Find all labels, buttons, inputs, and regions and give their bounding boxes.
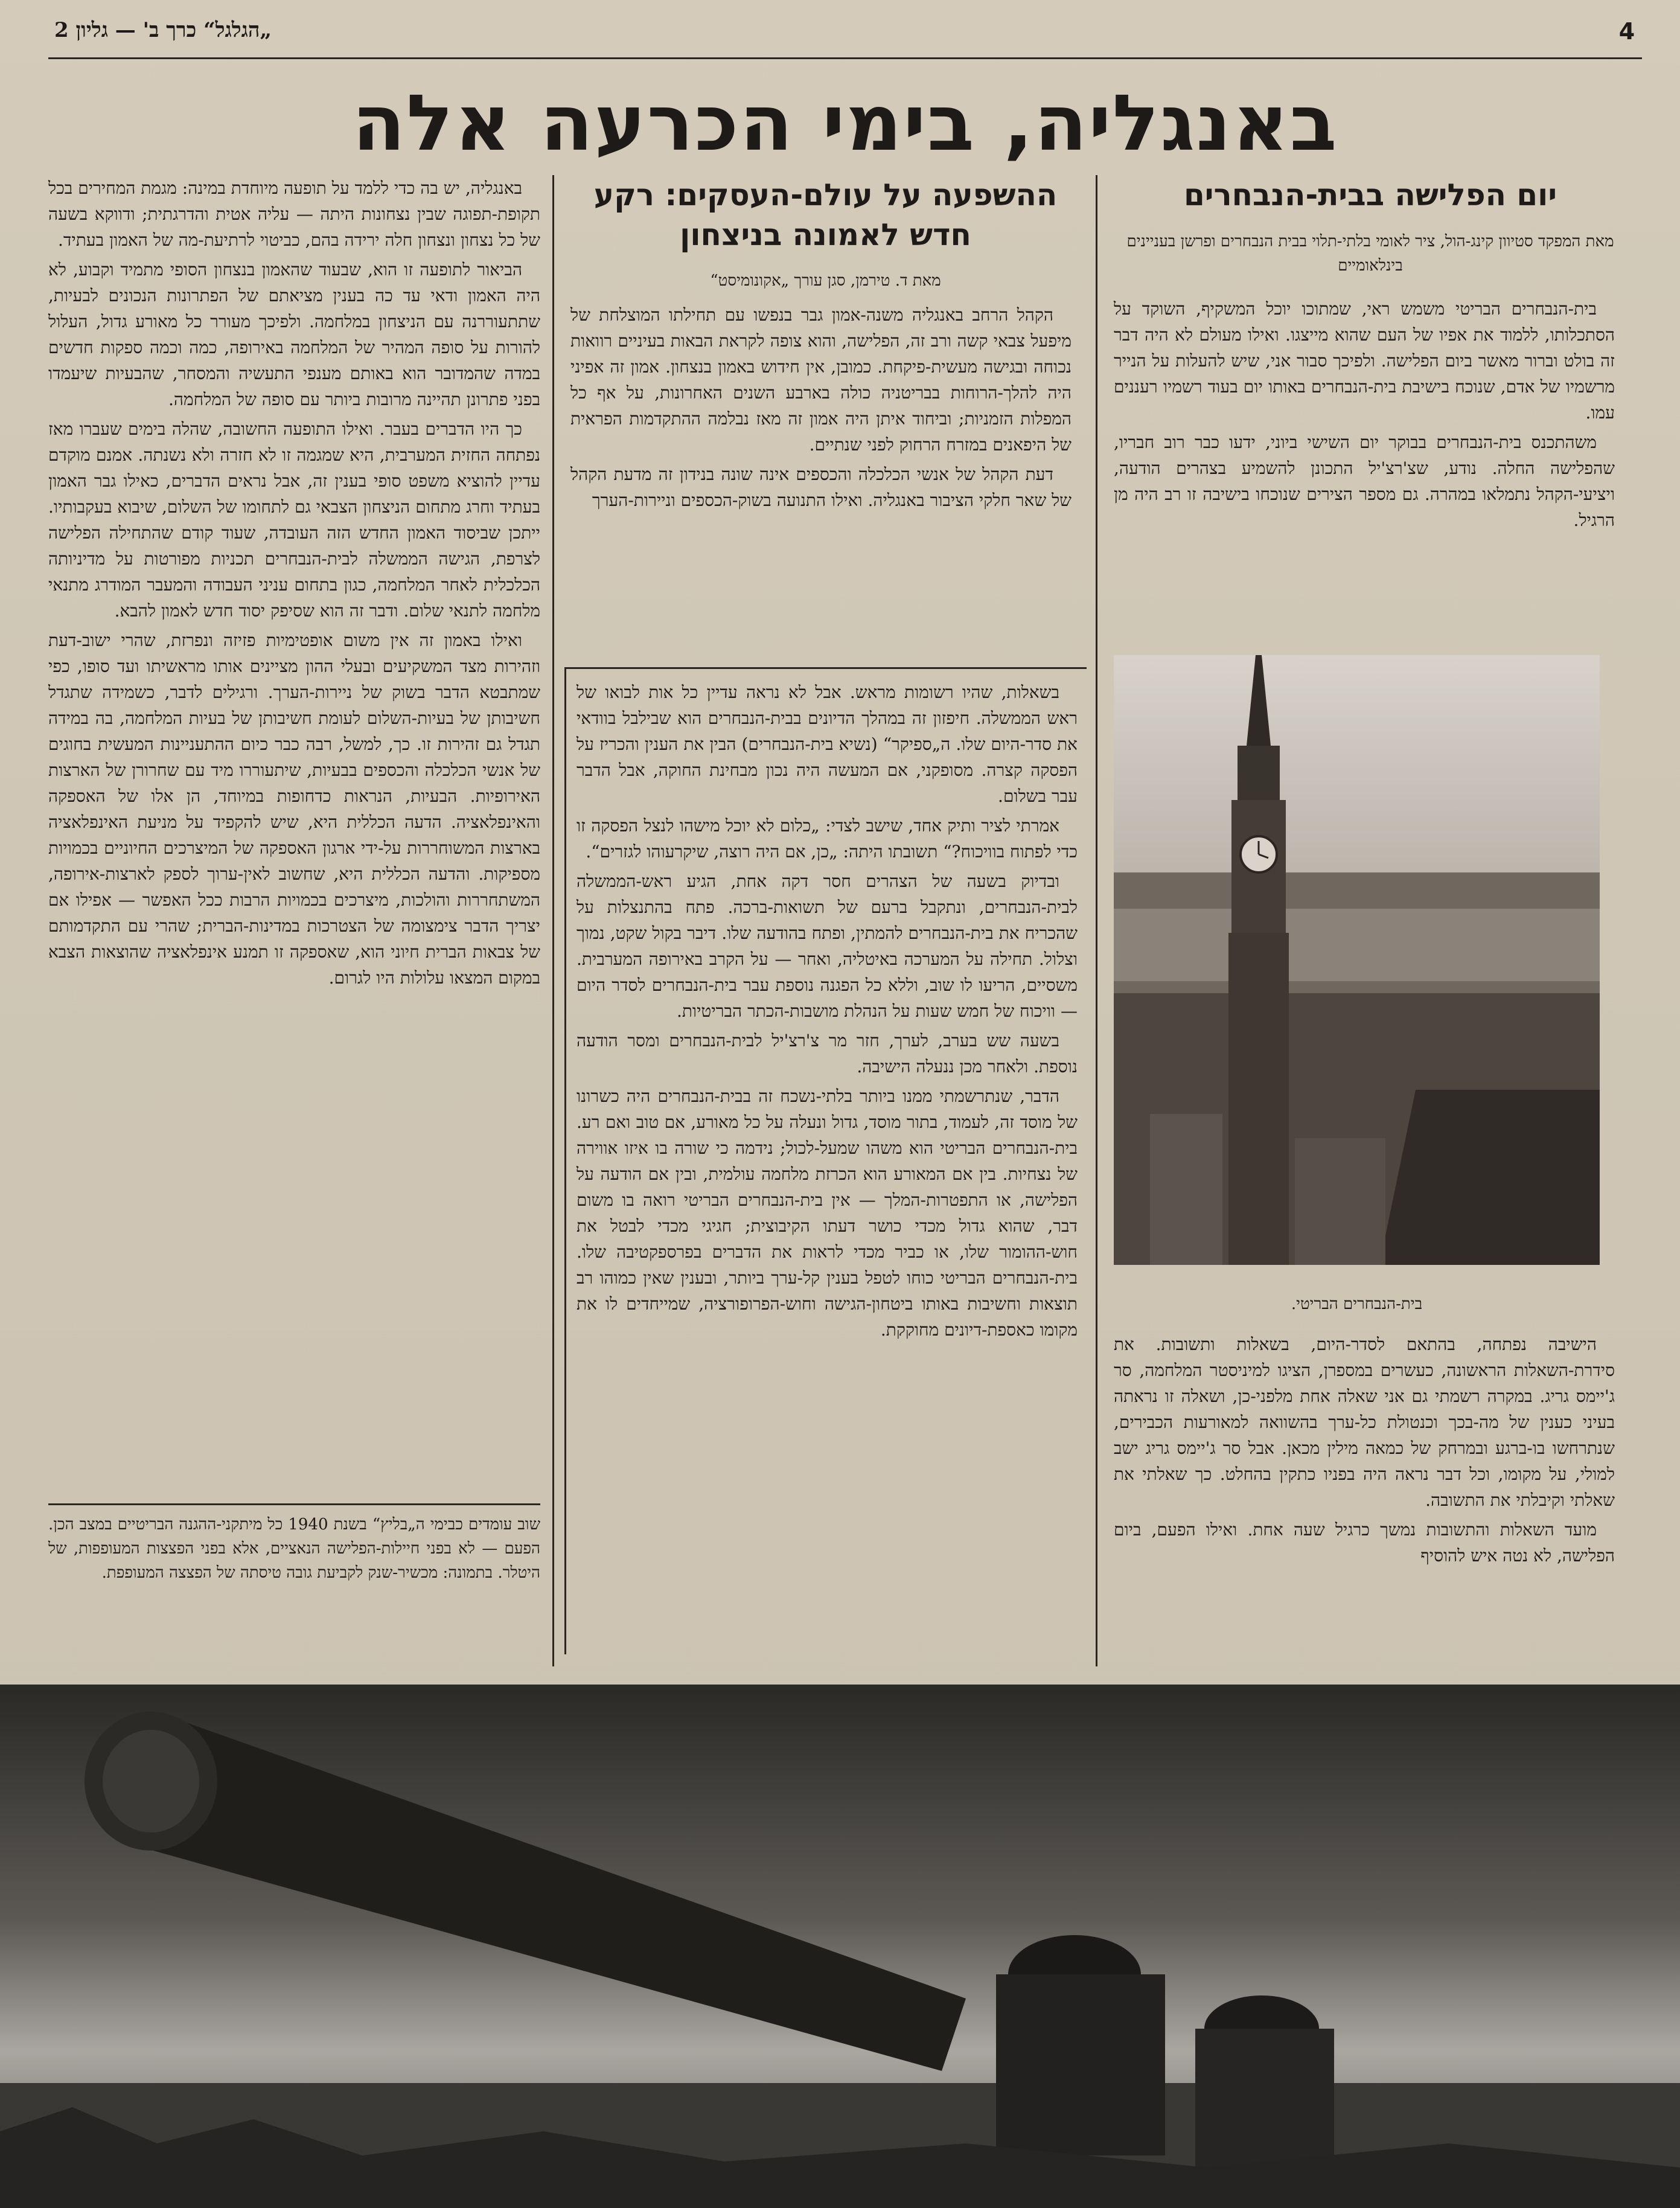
paragraph: הישיבה נפתחה, בהתאם לסדר-היום, בשאלות ותשובות. את סידרת-השאלות הראשונה, כעשרים במספרן, הציגו למיניסטר המלחמה, סר ג'יימס גריג. במקרה רשמתי גם אני שאלה אחת מלפני-כן, ושאלה זו נראתה בעיני כענין של מה-בכך וכנטולת כל-ערך בהשוואה למאורעות הכבירים, שנתרחשו בו-ברגע ובמרחק של כמאה מילין מכאן. אבל סר ג'יימס גריג ישב למולי, על מקומו, וכל דבר נראה היה בפניו כתקין בהחלט. כך שאלתי את שאלתי וקיבלתי את התשובה. <box>1114 1334 1615 1510</box>
middle-article-body-bottom <box>577 679 1078 1660</box>
middle-article-body-top <box>570 302 1072 658</box>
paragraph: כך היו הדברים בעבר. ואילו התופעה החשובה, שהלה בימים שעברו מאז נפתחה החזית המערבית, היא שמגמה זו לא חזרה ולא נשנתה. אמנם מוקדם עדיין להוציא משפט סופי בענין זה, אבל נראים הדברים, כאילו גבר האמון בעתיד וחרג מתחום הניצחון הצבאי גם לתחומו של השלום, שיבוא בעקבותיו. ייתכן שביסוד האמון החדש הזה העובדה, שעוד קודם שהתחילה הפלישה לצרפת, הגישה הממשלה לבית-הנבחרים תכניות מפורטות על מדיניותה הכלכלית לאחר המלחמה, כגון בתחום עניני העבודה והמעבר המודרג מתנאי מלחמה לתנאי שלום. ודבר זה הוא שסיפק יסוד חדש לאמון להבא. <box>48 419 540 621</box>
paragraph: בשאלות, שהיו רשומות מראש. אבל לא נראה עדיין כל אות לבואו של ראש הממשלה. חיפזון זה במהלך הדיונים בבית-הנבחרים הוא שבילבל בוודאי את סדר-היום שלו. ה„ספיקר“ (נשיא בית-הנבחרים) הבין את הענין והכריז על הפסקה קצרה. מסופקני, אם המעשה היה נכון מבחינת החוקה, אבל הדבר עבר בשלום. <box>577 682 1078 806</box>
big-ben-caption: בית-הנבחרים הבריטי. <box>1291 1295 1423 1313</box>
paragraph: בשעה שש בערב, לערך, חזר מר צ'רצ'יל לבית-הנבחרים ומסר הודעה נוספת. ולאחר מכן ננעלה הישיבה. <box>577 1031 1078 1077</box>
page-headline: באנגליה, בימי הכרעה אלה <box>352 78 1338 168</box>
paragraph: בית-הנבחרים הבריטי משמש ראי, שמתוכו יוכל המשקיף, השוקד על הסתכלותו, ללמוד את אפיו של העם שהוא מייצגו. ואילו מעולם לא היה דבר זה בולט וברור מאשר ביום הפלישה. ולפיכך סבור אני, שיש להעלות על הנייר מרשמיו של אדם, שנוכח בישיבת בית-הנבחרים באותו יום בעוד רשמיו רעננים עמו. <box>1114 299 1615 423</box>
issue-line: „הגלגל“ כרך ב' — גליון 2 <box>54 18 272 42</box>
big-ben-photo <box>1114 655 1600 1265</box>
continuation-box-side <box>564 667 566 1654</box>
paragraph: הביאור לתופעה זו הוא, שבעוד שהאמון בנצחון הסופי מתמיד וקבוע, לא היה האמון ודאי עד כה בענין מציאתם של הפתרונות הנכונים לבעיות, שתתעוררנה עם הניצחון במלחמה. ולפיכך מעורר כל מאורע גדול, העלול להורות על סופה המהיר של המלחמה באירופה, כמה וכמה ספקות חדשים במדה שהמדובר הוא באותם מענפי התעשיה והמסחר, שהבעיות שיעמדו בפני פתרונן תהיינה מרובות ביותר עם סופה של המלחמה. <box>48 260 540 409</box>
right-article-title: יום הפלישה בבית-הנבחרים <box>1183 178 1557 213</box>
paragraph: ובדיוק בשעה של הצהרים חסר דקה אחת, הגיע ראש-הממשלה לבית-הנבחרים, ונתקבל ברעם של תשואות-ברכה. פתח בהתנצלות על שהכריח את בית-הנבחרים להמתין, ופתח בהודעה שלו. דיבר בקול שקט, נמוך וצלול. תחילה על המערכה באיטליה, ואחר — על הקרב באירופה המערבית. משסיים, הריעו לו שוב, וללא כל הפגנה נוספת עבר בית-הנבחרים לסדר היום — וויכוח של חמש שעות על הנהלת מושבות-הכתר הבריטיות. <box>577 871 1078 1021</box>
paragraph: הדבר, שנתרשמתי ממנו ביותר בלתי-נשכח זה בבית-הנבחרים היה כשרונו של מוסד זה, לעמוד, בתור מוסד, גדול ונעלה על כל מאורע, אם טוב ואם רע. בית-הנבחרים הבריטי הוא משהו שמעל-לכול; נידמה כי שורה בו איזו אווירה של נצחיות. בין אם המאורע הוא הכרזת מלחמה עולמית, ובין אם הודעה על הפלישה, או התפטרות-המלך — אין בית-הנבחרים הבריטי רואה בו משום דבר, שהוא גדול מכדי כושר דעתו הקיבוצית; חגיגי מכדי לבטל את חוש-ההומור שלו, או כביר מכדי לראות את הדברים בפרספקטיבה שלו. בית-הנבחרים הבריטי כוחו לטפל בענין קל-ערך ביותר, ובענין שאין כמוהו רב תוצאות וחשיבות באותו ביטחון-הגישה וחוש-הפרופורציה, שמייחדים לו את מקומו כאספת-דיונים מחוקקת. <box>577 1086 1078 1340</box>
page-number: 4 <box>1618 18 1635 45</box>
right-article-body-bottom <box>1114 1331 1615 1675</box>
paragraph: אמרתי לציר ותיק אחד, שישב לצדי: „כלום לא יוכל מישהו לנצל הפסקה זו כדי לפתוח בוויכוח?“ תשובתו היתה: „כן, אם היה רוצה, שיקרעוהו לגזרים“. <box>577 816 1078 862</box>
anti-aircraft-illustration <box>0 1685 1680 2208</box>
header-divider <box>48 57 1642 59</box>
big-ben-illustration <box>1114 655 1600 1265</box>
paragraph: באנגליה, יש בה כדי ללמד על תופעה מיוחדת במינה: מגמת המחירים בכל תקופת-תפוגה שבין נצחונות היתה — עליה אטית והדרגתית; ודווקא בשעה של כל נצחון ונצחון חלה ירידה בהם, כביטוי לרתיעת-מה של האמון בעתיד. <box>48 178 540 250</box>
anti-aircraft-photo <box>0 1685 1680 2208</box>
paragraph: משהתכנס בית-הנבחרים בבוקר יום השישי ביוני, ידעו כבר רוב חבריו, שהפלישה החלה. נודע, שצ'רצ'יל התכונן להשמיע בצהרים הודעה, ויציעי-הקהל נתמלאו במהרה. גם מספר הצירים שנוכחו בישיבה זו רב היה מן הרגיל. <box>1114 432 1615 530</box>
continuation-rule <box>564 667 1087 669</box>
right-article-body-top <box>1114 296 1615 640</box>
paragraph: ואילו באמון זה אין משום אופטימיות פזיזה ונפרזת, שהרי ישוב-דעת וזהירות מצד המשקיעים ובעלי ההון מציינים אותו מראשיתו ועד סופו, כפי שמתבטא הדבר בשוק של ניירות-הערך. ורגילים לדבר, כשמידה שתגדל חשיבותן של בעיות-השלום לעומת חשיבותן של בעיות המלחמה, בה במידה תגדל גם זהירות זו. כך, למשל, רבה כבר כיום ההתעניינות המעשית בחוגים של אנשי הכלכלה והכספים בבעיות, שיתעוררו מיד עם שחרורן של הארצות האירופיות. הבעיות, הנראות כדחופות במיוחד, הן אלו של האספקה והאינפלאציה. הדעה הכללית היא, שיש להקפיד על מניעת האינפלאציה בארצות המשוחררות על-ידי ארגון האספקה של המיצרכים החיוניים בכמויות מספיקות. והדעה הכללית היא, שחשוב לאין-ערוך לספק לארצות-אירופה, המשתחררות והולכות, מיצרכים בכמויות הרבות ככל האפשר — אפילו אם יצריך הדבר צימצומה של הצטרכות במדינות-הברית; שהרי עם התקדמותם של צבאות הברית חיוני הוא, שאספקה זו תמנע אינפלאציה שהוצאות הצבא במקום המצאו עלולות היו לגרום. <box>48 630 540 988</box>
middle-article-title: ההשפעה על עולם-העסקים: רקע חדש לאמונה בניצחון <box>593 178 1058 252</box>
column-divider-right <box>1096 175 1097 1666</box>
middle-article-byline: מאת ד. טירמן, סגן עורך „אקונומיסט“ <box>710 272 941 290</box>
paragraph: מועד השאלות והתשובות נמשך כרגיל שעה אחת. ואילו הפעם, ביום הפלישה, לא נטה איש להוסיף <box>1114 1520 1615 1566</box>
paragraph: הקהל הרחב באנגליה משנה-אמון גבר בנפשו עם תחילתו המוצלחת של מיפעל צבאי קשה ורב זה, הפלישה, והוא צופה לקראת הבאות בעיניים רוואות נכוחה ובגישה מעשית-פיקחת. כמובן, אין חידוש באמון בנצחון. אמון זה אפיני היה להלך-הרוחות בבריטניה כולה בארבע השנים האחרונות, על אף כל המפלות הזמניות; וביחוד איתן היה אמון זה מאז נבלמה ההתקדמות הפראית של היפאנים במזרח הרחוק לפני שנתיים. <box>570 305 1072 455</box>
paragraph: דעת הקהל של אנשי הכלכלה והכספים אינה שונה בנידון זה מדעת הקהל של שאר חלקי הציבור באנגליה. ואילו התנועה בשוק-הכספים וניירות-הערך <box>570 464 1072 510</box>
column-divider-left <box>552 175 554 1666</box>
right-article-byline: מאת המפקד סטיוון קינג-הול, ציר לאומי בלתי-תלוי בבית הנבחרים ופרשן בעניינים בינלאומיים <box>1126 232 1614 275</box>
bottom-photo-caption: שוב עומדים כבימי ה„בליץ“ בשנת 1940 כל מיתקני-ההגנה הבריטיים במצב הכן. הפעם — לא בפני חיילות-הפלישה הנאציים, אלא בפני הפצצות המעופפות, של היטלר. בתמונה: מכשיר-שנק לקביעת גובה טיסתה של הפצצה המעופפת. <box>48 1515 540 1582</box>
caption-rule <box>48 1503 540 1505</box>
left-article-body <box>48 175 540 1503</box>
